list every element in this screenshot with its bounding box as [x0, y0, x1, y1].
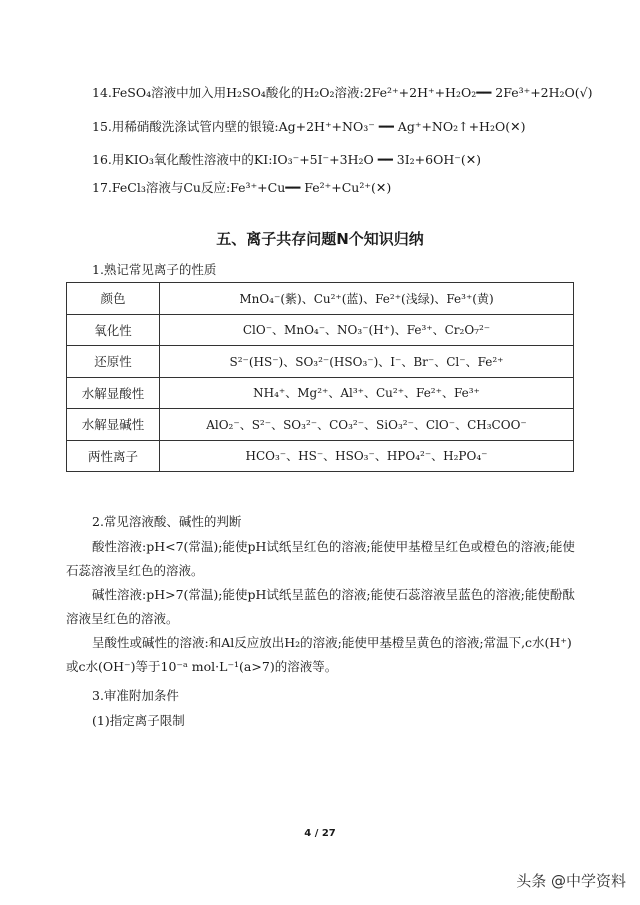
row-value: HCO₃⁻、HS⁻、HSO₃⁻、HPO₄²⁻、H₂PO₄⁻ — [160, 440, 574, 472]
row-value: NH₄⁺、Mg²⁺、Al³⁺、Cu²⁺、Fe²⁺、Fe³⁺ — [160, 377, 574, 409]
equation-item-15: 15.用稀硝酸洗涤试管内壁的银镜:Ag+2H⁺+NO₃⁻ ━━ Ag⁺+NO₂↑+H₂O(✕) — [92, 119, 526, 134]
row-label: 氧化性 — [67, 314, 160, 346]
row-value: S²⁻(HS⁻)、SO₃²⁻(HSO₃⁻)、I⁻、Br⁻、Cl⁻、Fe²⁺ — [160, 346, 574, 378]
basic-text: 碱性溶液:pH>7(常温);能使pH试纸呈蓝色的溶液;能使石蕊溶液呈蓝色的溶液;能使酚酞溶液呈红色的溶液。 — [66, 587, 575, 626]
table-row — [67, 283, 574, 315]
watermark: 头条 @中学资料 — [516, 872, 626, 890]
row-value: ClO⁻、MnO₄⁻、NO₃⁻(H⁺)、Fe³⁺、Cr₂O₇²⁻ — [160, 314, 574, 346]
section-title: 五、离子共存问题N个知识归纳 — [216, 230, 424, 248]
table-row — [67, 440, 574, 472]
acidic-text: 酸性溶液:pH<7(常温);能使pH试纸呈红色的溶液;能使甲基橙呈红色或橙色的溶液;能使石蕊溶液呈红色的溶液。 — [66, 539, 575, 578]
row-label: 颜色 — [67, 283, 160, 315]
page-number: 4 / 27 — [304, 828, 336, 839]
row-label: 还原性 — [67, 346, 160, 378]
row-value: AlO₂⁻、S²⁻、SO₃²⁻、CO₃²⁻、SiO₃²⁻、ClO⁻、CH₃COO⁻ — [160, 409, 574, 441]
table-row — [67, 409, 574, 441]
row-label: 两性离子 — [67, 440, 160, 472]
subheading-ion-restrictions: (1)指定离子限制 — [92, 713, 185, 728]
equation-item-14: 14.FeSO₄溶液中加入用H₂SO₄酸化的H₂O₂溶液:2Fe²⁺+2H⁺+H₂O₂━━ 2Fe³⁺+2H₂O(√) — [92, 85, 593, 100]
table-row — [67, 346, 574, 378]
ion-properties-table — [66, 282, 574, 472]
basic-solution-paragraph — [66, 583, 576, 631]
acidic-solution-paragraph — [66, 535, 576, 583]
subheading-acidity-basicity: 2.常见溶液酸、碱性的判断 — [92, 514, 242, 529]
row-value: MnO₄⁻(紫)、Cu²⁺(蓝)、Fe²⁺(浅绿)、Fe³⁺(黄) — [160, 283, 574, 315]
subheading-ion-properties: 1.熟记常见离子的性质 — [92, 262, 217, 277]
row-label: 水解显碱性 — [67, 409, 160, 441]
equation-item-17: 17.FeCl₃溶液与Cu反应:Fe³⁺+Cu━━ Fe²⁺+Cu²⁺(✕) — [92, 180, 392, 195]
row-label: 水解显酸性 — [67, 377, 160, 409]
subheading-conditions: 3.审准附加条件 — [92, 688, 179, 703]
table-row — [67, 314, 574, 346]
equation-item-16: 16.用KIO₃氧化酸性溶液中的KI:IO₃⁻+5I⁻+3H₂O ━━ 3I₂+6OH⁻(✕) — [92, 152, 482, 167]
either-text: 呈酸性或碱性的溶液:和Al反应放出H₂的溶液;能使甲基橙呈黄色的溶液;常温下,c水(H⁺)或c水(OH⁻)等于10⁻ᵃ mol·L⁻¹(a>7)的溶液等。 — [66, 635, 572, 674]
table-row — [67, 377, 574, 409]
either-solution-paragraph — [66, 631, 576, 679]
